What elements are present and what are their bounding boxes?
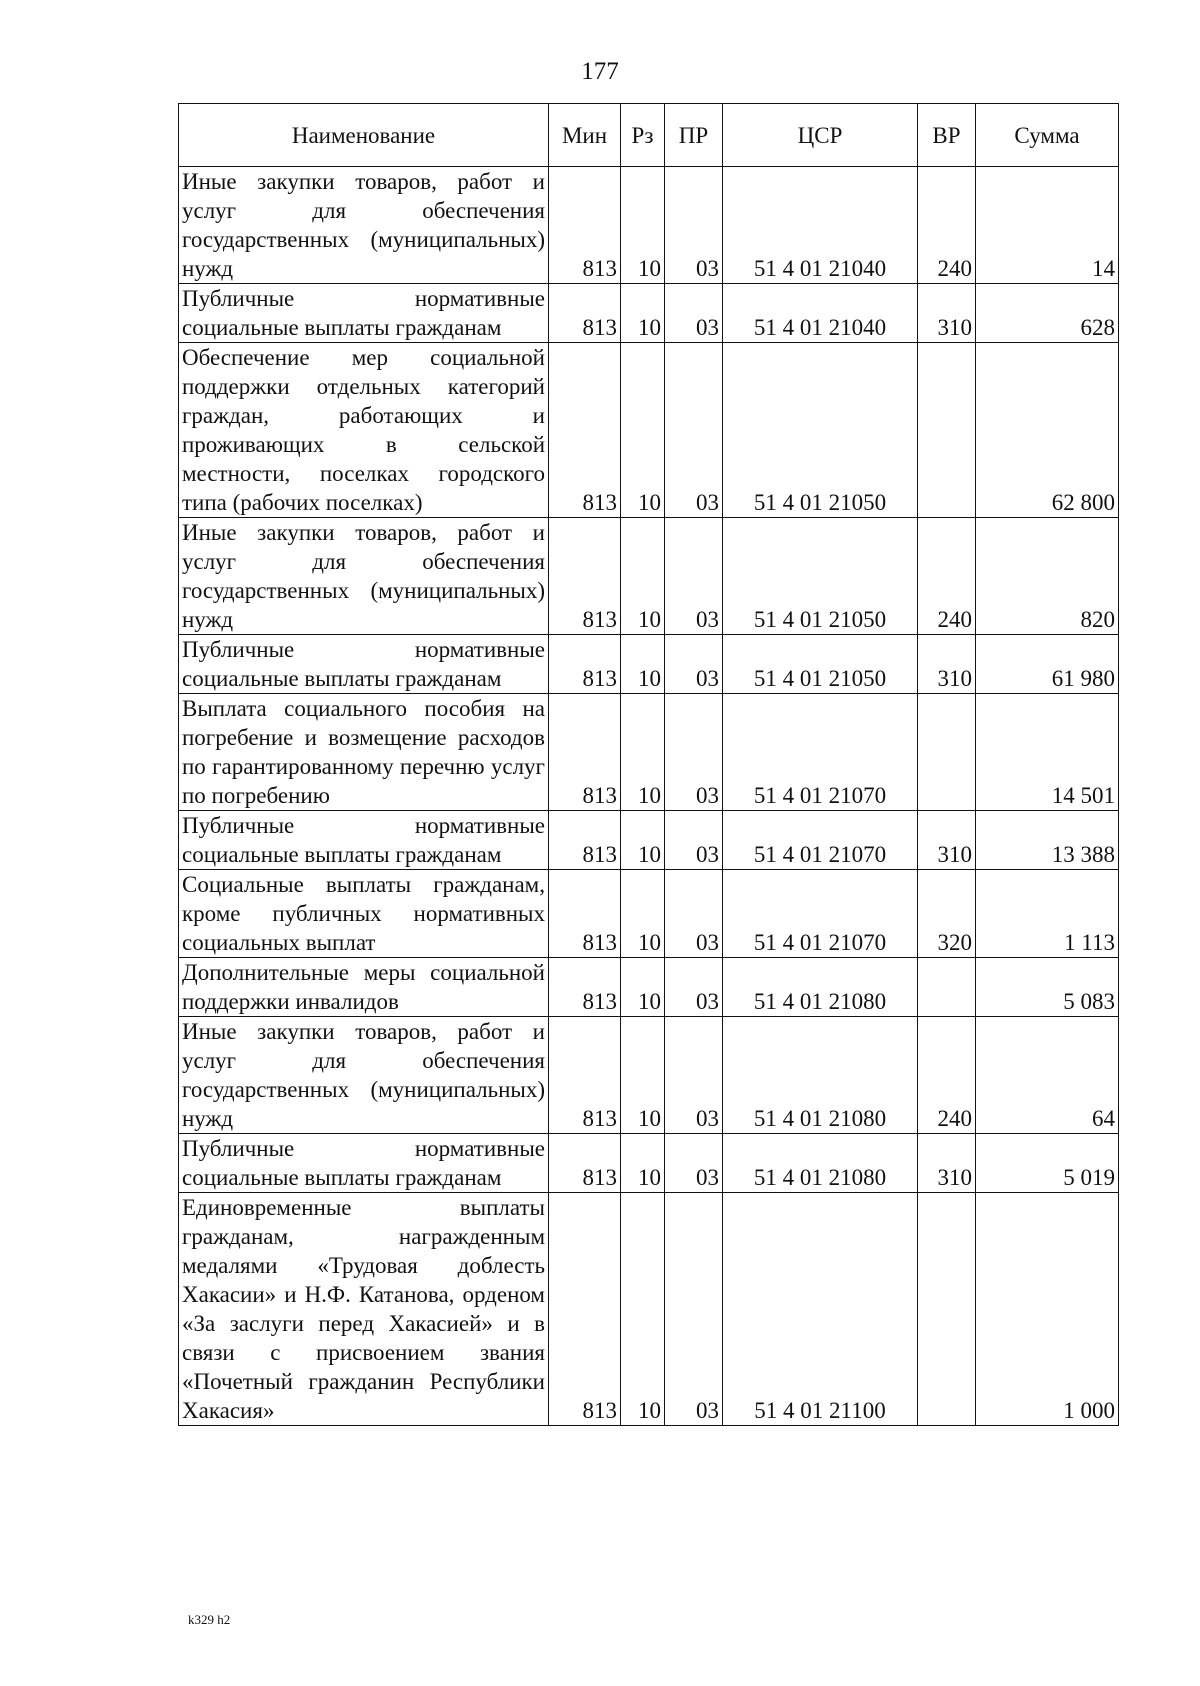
- row-rz: 10: [621, 1134, 665, 1193]
- row-rz: 10: [621, 958, 665, 1017]
- header-sum: Сумма: [976, 104, 1119, 167]
- row-min: 813: [549, 694, 621, 811]
- row-min: 813: [549, 635, 621, 694]
- row-sum: 5 083: [976, 958, 1119, 1017]
- row-pr: 03: [665, 635, 723, 694]
- row-min: 813: [549, 958, 621, 1017]
- row-sum: 820: [976, 518, 1119, 635]
- row-csr: 51 4 01 21070: [723, 870, 918, 958]
- row-sum: 64: [976, 1017, 1119, 1134]
- row-name: Публичные нормативные социальные выплаты гражданам: [179, 1134, 549, 1193]
- row-min: 813: [549, 167, 621, 284]
- row-name: Выплата социального пособия на погребение и возмещение расходов по гарантированному перечню услуг по погребению: [179, 694, 549, 811]
- budget-table: [178, 103, 1119, 1426]
- row-vr: 310: [918, 811, 976, 870]
- row-sum: 61 980: [976, 635, 1119, 694]
- table-row: [179, 1193, 1119, 1426]
- table-row: [179, 635, 1119, 694]
- row-pr: 03: [665, 870, 723, 958]
- table-row: [179, 343, 1119, 518]
- row-pr: 03: [665, 343, 723, 518]
- row-sum: 14: [976, 167, 1119, 284]
- table-row: [179, 1017, 1119, 1134]
- row-min: 813: [549, 1193, 621, 1426]
- row-csr: 51 4 01 21050: [723, 343, 918, 518]
- row-vr: 240: [918, 167, 976, 284]
- row-min: 813: [549, 870, 621, 958]
- row-min: 813: [549, 343, 621, 518]
- row-name: Иные закупки товаров, работ и услуг для обеспечения государственных (муниципальных) нужд: [179, 167, 549, 284]
- row-rz: 10: [621, 811, 665, 870]
- header-min: Мин: [549, 104, 621, 167]
- row-name: Обеспечение мер социальной поддержки отдельных категорий граждан, работающих и проживающих в сельской местности, поселках городского типа (рабочих поселках): [179, 343, 549, 518]
- row-rz: 10: [621, 167, 665, 284]
- row-sum: 62 800: [976, 343, 1119, 518]
- row-csr: 51 4 01 21050: [723, 635, 918, 694]
- row-pr: 03: [665, 284, 723, 343]
- row-rz: 10: [621, 284, 665, 343]
- row-name: Иные закупки товаров, работ и услуг для обеспечения государственных (муниципальных) нужд: [179, 518, 549, 635]
- header-csr: ЦСР: [723, 104, 918, 167]
- table-row: [179, 284, 1119, 343]
- row-min: 813: [549, 1134, 621, 1193]
- row-vr: 320: [918, 870, 976, 958]
- row-vr: [918, 694, 976, 811]
- table-row: [179, 811, 1119, 870]
- row-csr: 51 4 01 21100: [723, 1193, 918, 1426]
- row-name: Публичные нормативные социальные выплаты гражданам: [179, 811, 549, 870]
- table-row: [179, 958, 1119, 1017]
- row-rz: 10: [621, 518, 665, 635]
- row-vr: 240: [918, 1017, 976, 1134]
- table-row: [179, 870, 1119, 958]
- row-csr: 51 4 01 21080: [723, 1017, 918, 1134]
- row-name: Социальные выплаты гражданам, кроме публичных нормативных социальных выплат: [179, 870, 549, 958]
- table-row: [179, 167, 1119, 284]
- row-name: Публичные нормативные социальные выплаты гражданам: [179, 284, 549, 343]
- row-vr: 310: [918, 284, 976, 343]
- row-sum: 5 019: [976, 1134, 1119, 1193]
- page-number: 177: [581, 58, 619, 85]
- row-min: 813: [549, 1017, 621, 1134]
- row-pr: 03: [665, 1017, 723, 1134]
- row-pr: 03: [665, 1193, 723, 1426]
- row-rz: 10: [621, 1017, 665, 1134]
- row-min: 813: [549, 811, 621, 870]
- table-row: [179, 1134, 1119, 1193]
- row-csr: 51 4 01 21040: [723, 167, 918, 284]
- row-csr: 51 4 01 21080: [723, 958, 918, 1017]
- row-name: Дополнительные меры социальной поддержки инвалидов: [179, 958, 549, 1017]
- row-pr: 03: [665, 167, 723, 284]
- row-name: Иные закупки товаров, работ и услуг для обеспечения государственных (муниципальных) нужд: [179, 1017, 549, 1134]
- header-vr: ВР: [918, 104, 976, 167]
- row-sum: 628: [976, 284, 1119, 343]
- row-pr: 03: [665, 1134, 723, 1193]
- header-row: [179, 104, 1119, 167]
- row-sum: 1 113: [976, 870, 1119, 958]
- row-rz: 10: [621, 635, 665, 694]
- row-rz: 10: [621, 1193, 665, 1426]
- row-csr: 51 4 01 21040: [723, 284, 918, 343]
- header-pr: ПР: [665, 104, 723, 167]
- row-rz: 10: [621, 870, 665, 958]
- table-row: [179, 694, 1119, 811]
- row-pr: 03: [665, 811, 723, 870]
- row-vr: 240: [918, 518, 976, 635]
- footer-code: k329 h2: [188, 1612, 231, 1627]
- table-row: [179, 518, 1119, 635]
- header-rz: Рз: [621, 104, 665, 167]
- row-vr: [918, 958, 976, 1017]
- row-csr: 51 4 01 21070: [723, 694, 918, 811]
- header-name: Наименование: [179, 104, 549, 167]
- row-name: Единовременные выплаты гражданам, награжденным медалями «Трудовая доблесть Хакасии» и Н.Ф. Катанова, орденом «За заслуги перед Хакасией» и в связи с присвоением звания «Почетный гражданин Республики Хакасия»: [179, 1193, 549, 1426]
- row-vr: 310: [918, 635, 976, 694]
- row-vr: [918, 343, 976, 518]
- row-sum: 1 000: [976, 1193, 1119, 1426]
- row-csr: 51 4 01 21080: [723, 1134, 918, 1193]
- row-csr: 51 4 01 21050: [723, 518, 918, 635]
- row-sum: 14 501: [976, 694, 1119, 811]
- row-min: 813: [549, 518, 621, 635]
- row-pr: 03: [665, 518, 723, 635]
- row-pr: 03: [665, 958, 723, 1017]
- row-rz: 10: [621, 694, 665, 811]
- row-vr: [918, 1193, 976, 1426]
- row-vr: 310: [918, 1134, 976, 1193]
- row-min: 813: [549, 284, 621, 343]
- row-pr: 03: [665, 694, 723, 811]
- row-csr: 51 4 01 21070: [723, 811, 918, 870]
- row-rz: 10: [621, 343, 665, 518]
- row-name: Публичные нормативные социальные выплаты гражданам: [179, 635, 549, 694]
- row-sum: 13 388: [976, 811, 1119, 870]
